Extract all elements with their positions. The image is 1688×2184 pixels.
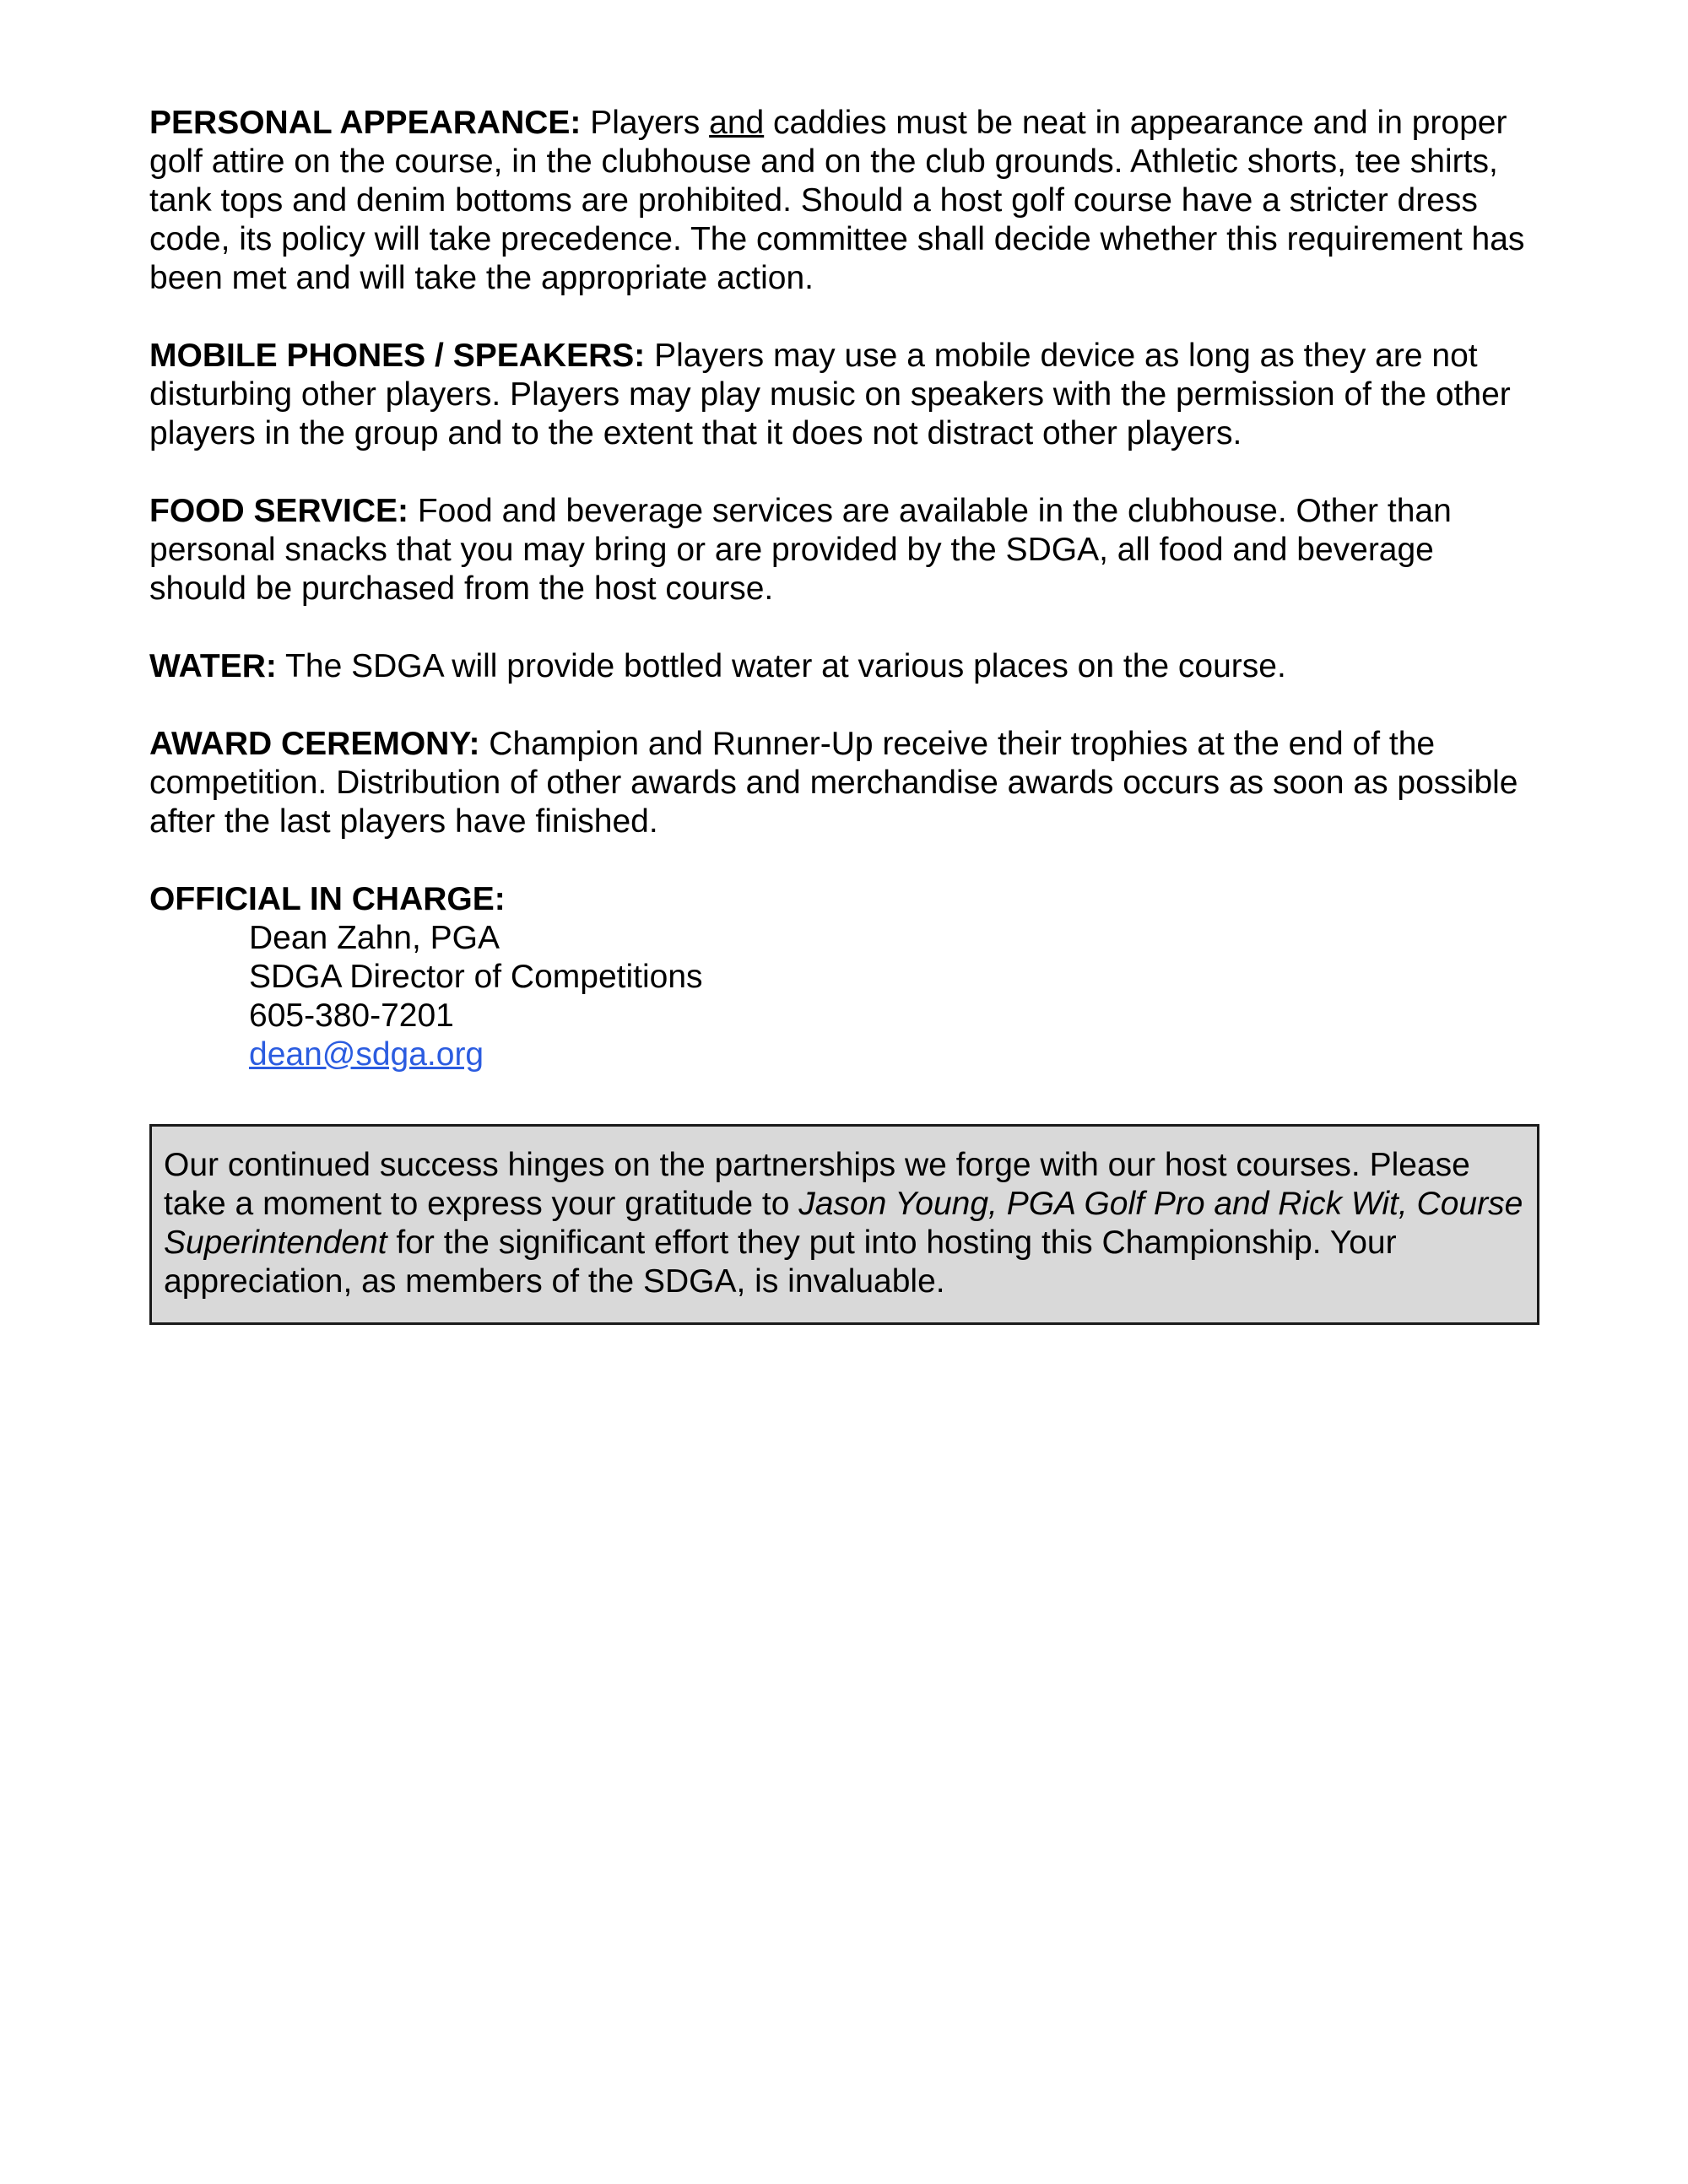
- text-run: Players: [581, 105, 710, 141]
- text-run: for the significant effort they put into hosting this Championship. Your appreciation, as members of the SDGA, is invaluable.: [164, 1224, 1397, 1300]
- text-run: and: [709, 105, 765, 141]
- text-run: Food and beverage services are available in the clubhouse. Other than personal snacks that you may bring or are provided by the SDGA, all food and beverage should be purchased from the host course.: [149, 493, 1452, 607]
- host-appreciation-note-text: [164, 1146, 1523, 1301]
- text-run: FOOD SERVICE:: [149, 493, 408, 529]
- text-run: The SDGA will provide bottled water at various places on the course.: [276, 648, 1286, 684]
- official-title: [249, 958, 1539, 997]
- official-name: [249, 919, 1539, 958]
- paragraph-mobile-phones-speakers: [149, 337, 1539, 453]
- paragraph-personal-appearance: [149, 104, 1539, 298]
- paragraph-water: [149, 647, 1539, 686]
- host-appreciation-note-box: [149, 1124, 1539, 1325]
- text-run: Players may use a mobile device as long as they are not disturbing other players. Players may play music on speakers with the permission of the other players in the group and to the extent that it does not distract other players.: [149, 338, 1511, 451]
- text-run: 605-380-7201: [249, 997, 454, 1034]
- official-email-line: [249, 1035, 1539, 1074]
- text-run: MOBILE PHONES / SPEAKERS:: [149, 338, 646, 374]
- text-run: caddies must be neat in appearance and in proper golf attire on the course, in the clubhouse and on the club grounds. Athletic shorts, tee shirts, tank tops and denim bottoms are prohibited. Should a host golf course have a stricter dress code, its policy will take precedence. The committee shall decide whether this requirement has been met and will take the appropriate action.: [149, 105, 1525, 296]
- paragraph-food-service: [149, 492, 1539, 608]
- official-in-charge-block: [149, 880, 1539, 1074]
- text-run: SDGA Director of Competitions: [249, 959, 703, 995]
- text-run: AWARD CEREMONY:: [149, 726, 480, 762]
- text-run: WATER:: [149, 648, 277, 684]
- text-run: Dean Zahn, PGA: [249, 920, 500, 956]
- official-in-charge-heading: [149, 880, 1539, 919]
- official-phone: [249, 997, 1539, 1035]
- text-run: Our continued success hinges on the partnerships we forge with our host courses. Please take a moment to express your gratitude to: [164, 1147, 1470, 1222]
- text-run: PERSONAL APPEARANCE:: [149, 105, 582, 141]
- email-link[interactable]: dean@sdga.org: [249, 1036, 484, 1073]
- text-run: OFFICIAL IN CHARGE:: [149, 881, 506, 917]
- paragraph-award-ceremony: [149, 725, 1539, 841]
- text-run: Jason Young, PGA Golf Pro and Rick Wit, Course Superintendent: [164, 1186, 1523, 1261]
- text-run: Champion and Runner-Up receive their trophies at the end of the competition. Distribution of other awards and merchandise awards occurs as soon as possible after the last players have finished.: [149, 726, 1518, 840]
